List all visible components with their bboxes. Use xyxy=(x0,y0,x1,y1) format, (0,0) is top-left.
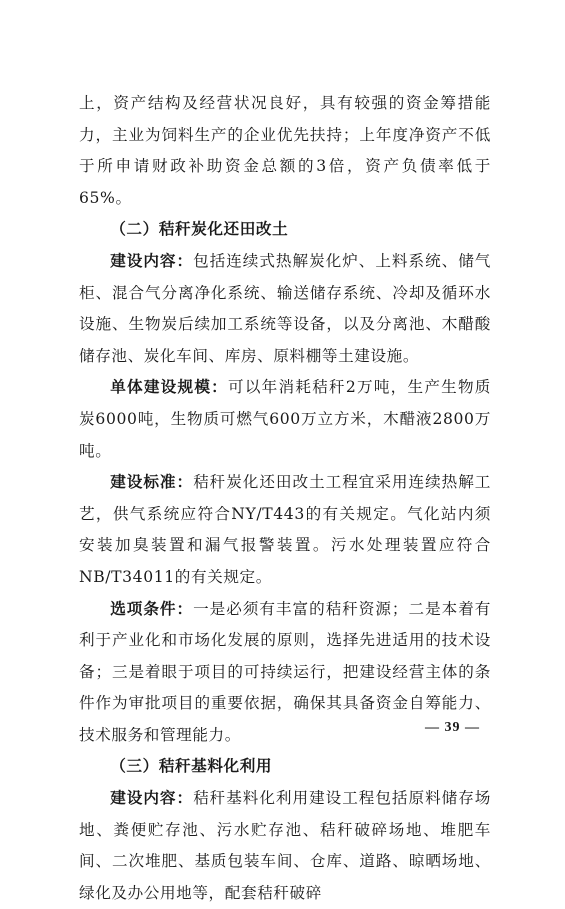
paragraph-carbonization-content xyxy=(79,246,491,372)
document-body xyxy=(79,88,491,909)
paragraph-substrate-content xyxy=(79,783,491,909)
paragraph-feed-enterprise-conditions: 上，资产结构及经营状况良好，具有较强的资金筹措能力，主业为饲料生产的企业优先扶持；上年度净资产不低于所申请财政补助资金总额的3倍，资产负债率低于65%。 xyxy=(79,94,491,207)
label-substrate-content: 建设内容： xyxy=(110,789,194,808)
text-construction-content: 包括连续式热解炭化炉、上料系统、储气柜、混合气分离净化系统、输送储存系统、冷却及循环水设施、生物炭后续加工系统等设备，以及分离池、木醋酸储存池、炭化车间、库房、原料棚等土建设施。 xyxy=(79,251,491,365)
paragraph-carbonization-scale xyxy=(79,372,491,467)
label-construction-content: 建设内容： xyxy=(110,251,194,270)
label-unit-scale: 单体建设规模： xyxy=(110,378,229,397)
label-selection-conditions: 选项条件： xyxy=(110,599,194,618)
text-selection-conditions: 一是必须有丰富的秸秆资源；二是本着有利于产业化和市场化发展的原则，选择先进适用的技术设备；三是着眼于项目的可持续运行，把建设经营主体的条件作为审批项目的重要依据，确保其具备资金自筹能力、技术服务和管理能力。 xyxy=(79,599,491,744)
text-unit-scale: 可以年消耗秸秆2万吨，生产生物质炭6000吨，生物质可燃气600万立方米，木醋液2800万吨。 xyxy=(79,378,491,460)
section-heading-straw-substrate: （三）秸秆基料化利用 xyxy=(110,757,273,776)
paragraph-carbonization-standard xyxy=(79,467,491,593)
page-number: — 39 — xyxy=(425,720,480,735)
text-substrate-content: 秸秆基料化利用建设工程包括原料储存场地、粪便贮存池、污水贮存池、秸秆破碎场地、堆肥车间、二次堆肥、基质包装车间、仓库、道路、晾晒场地、绿化及办公用地等，配套秸秆破碎 xyxy=(79,789,491,902)
section-heading-straw-carbonization: （二）秸秆炭化还田改土 xyxy=(110,220,289,239)
text-construction-standard: 秸秆炭化还田改土工程宜采用连续热解工艺，供气系统应符合NY/T443的有关规定。气化站内须安装加臭装置和漏气报警装置。污水处理装置应符合NB/T34011的有关规定。 xyxy=(79,473,491,586)
label-construction-standard: 建设标准： xyxy=(110,473,194,492)
